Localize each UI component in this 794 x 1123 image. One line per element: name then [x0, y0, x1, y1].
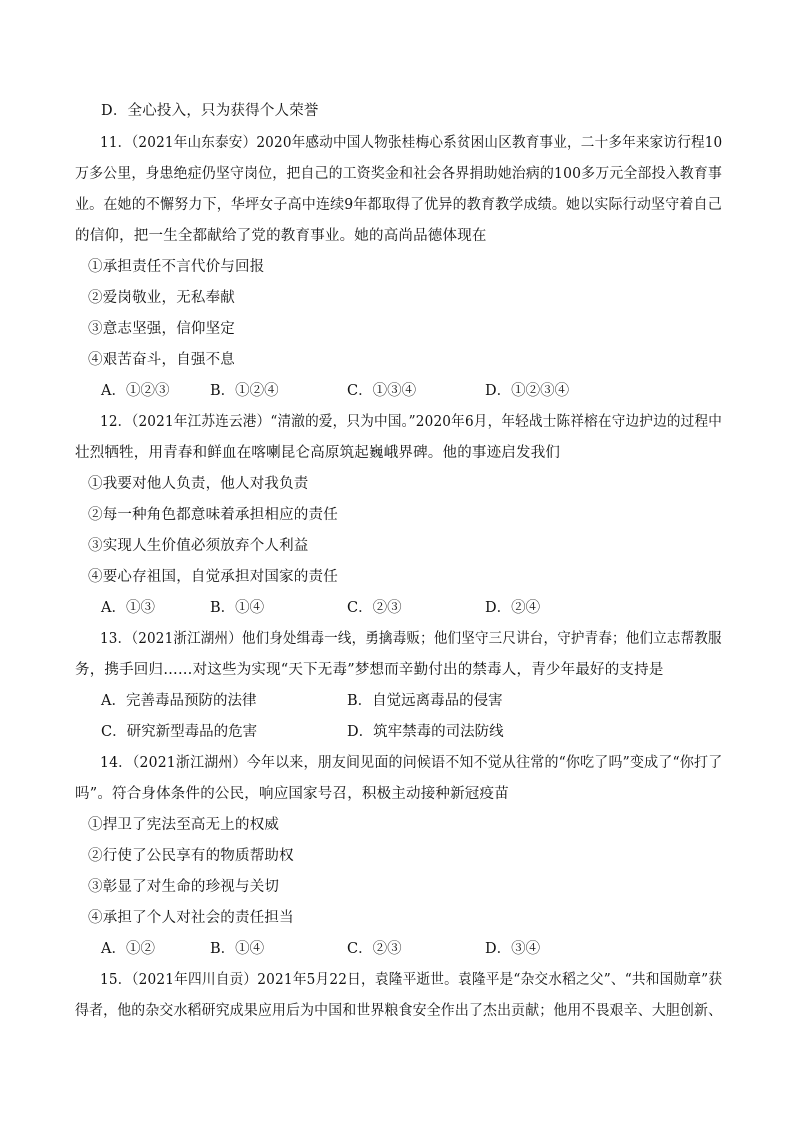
q11-statement-4: ④艰苦奋斗，自强不息	[88, 352, 235, 368]
q12-choice-d: D．②④	[485, 600, 541, 616]
q12-statement-4: ④要心存祖国，自觉承担对国家的责任	[88, 569, 338, 585]
q11-line-2: 万多公里，身患绝症仍坚守岗位，把自己的工资奖金和社会各界捐助她治病的100多万元全部投入教育事	[75, 166, 723, 182]
q15-line-2: 得者，他的杂交水稻研究成果应用后为中国和世界粮食安全作出了杰出贡献；他用不畏艰辛、大胆创新、	[75, 1003, 723, 1019]
q12-line-1: 12．（2021年江苏连云港）“清澈的爱，只为中国。”2020年6月，年轻战士陈祥榕在守边护边的过程中	[100, 414, 723, 430]
q11-choice-b: B．①②④	[210, 383, 279, 399]
q12-statement-1: ①我要对他人负责，他人对我负责	[88, 476, 309, 492]
q11-line-1: 11．（2021年山东泰安）2020年感动中国人物张桂梅心系贫困山区教育事业，二十多年来家访行程10	[100, 135, 723, 151]
q11-choice-c: C．①③④	[347, 383, 417, 399]
q12-choice-a: A．①③	[101, 600, 155, 616]
q12-line-2: 壮烈牺牲，用青春和鲜血在喀喇昆仑高原筑起巍峨界碑。他的事迹启发我们	[75, 445, 561, 461]
q12-choice-c: C．②③	[347, 600, 402, 616]
q11-line-3: 业。在她的不懈努力下，华坪女子高中连续9年都取得了优异的教育教学成绩。她以实际行动坚守着自己	[75, 197, 722, 213]
q14-line-2: 吗”。符合身体条件的公民，响应国家号召，积极主动接种新冠疫苗	[75, 786, 509, 802]
q14-statement-1: ①捍卫了宪法至高无上的权威	[88, 817, 280, 833]
q12-statement-3: ③实现人生价值必须放弃个人利益	[88, 538, 309, 554]
q13-choice-d: D．筑牢禁毒的司法防线	[347, 724, 504, 740]
q11-line-4: 的信仰，把一生全都献给了党的教育事业。她的高尚品德体现在	[75, 228, 487, 244]
q14-choice-a: A．①②	[101, 941, 155, 957]
q14-statement-2: ②行使了公民享有的物质帮助权	[88, 848, 294, 864]
q14-statement-3: ③彰显了对生命的珍视与关切	[88, 879, 280, 895]
q11-statement-1: ①承担责任不言代价与回报	[88, 259, 265, 275]
q12-statement-2: ②每一种角色都意味着承担相应的责任	[88, 507, 338, 523]
q11-choice-d: D．①②③④	[485, 383, 570, 399]
q14-line-1: 14．（2021浙江湖州）今年以来，朋友间见面的问候语不知不觉从往常的“你吃了吗”变成了“你打了	[100, 755, 723, 771]
q14-statement-4: ④承担了个人对社会的责任担当	[88, 910, 294, 926]
q14-choice-c: C．②③	[347, 941, 402, 957]
q14-choice-d: D．③④	[485, 941, 541, 957]
q13-choice-b: B．自觉远离毒品的侵害	[347, 693, 503, 709]
q12-choice-b: B．①④	[210, 600, 265, 616]
q13-choice-a: A．完善毒品预防的法律	[101, 693, 257, 709]
q11-statement-3: ③意志坚强，信仰坚定	[88, 321, 235, 337]
q13-line-2: 务，携手回归……对这些为实现“天下无毒”梦想而辛勤付出的禁毒人，青少年最好的支持是	[75, 662, 664, 678]
q11-statement-2: ②爱岗敬业，无私奉献	[88, 290, 235, 306]
q11-choice-a: A．①②③	[101, 383, 170, 399]
q10-option-d: D．全心投入，只为获得个人荣誉	[101, 103, 319, 119]
q13-choice-c: C．研究新型毒品的危害	[101, 724, 258, 740]
q15-line-1: 15．（2021年四川自贡）2021年5月22日，袁隆平逝世。袁隆平是“杂交水稻之父”、“共和国勋章”获	[100, 972, 723, 988]
q14-choice-b: B．①④	[210, 941, 265, 957]
q13-line-1: 13．（2021浙江湖州）他们身处缉毒一线，勇擒毒贩；他们坚守三尺讲台，守护青春；他们立志帮教服	[100, 631, 722, 647]
